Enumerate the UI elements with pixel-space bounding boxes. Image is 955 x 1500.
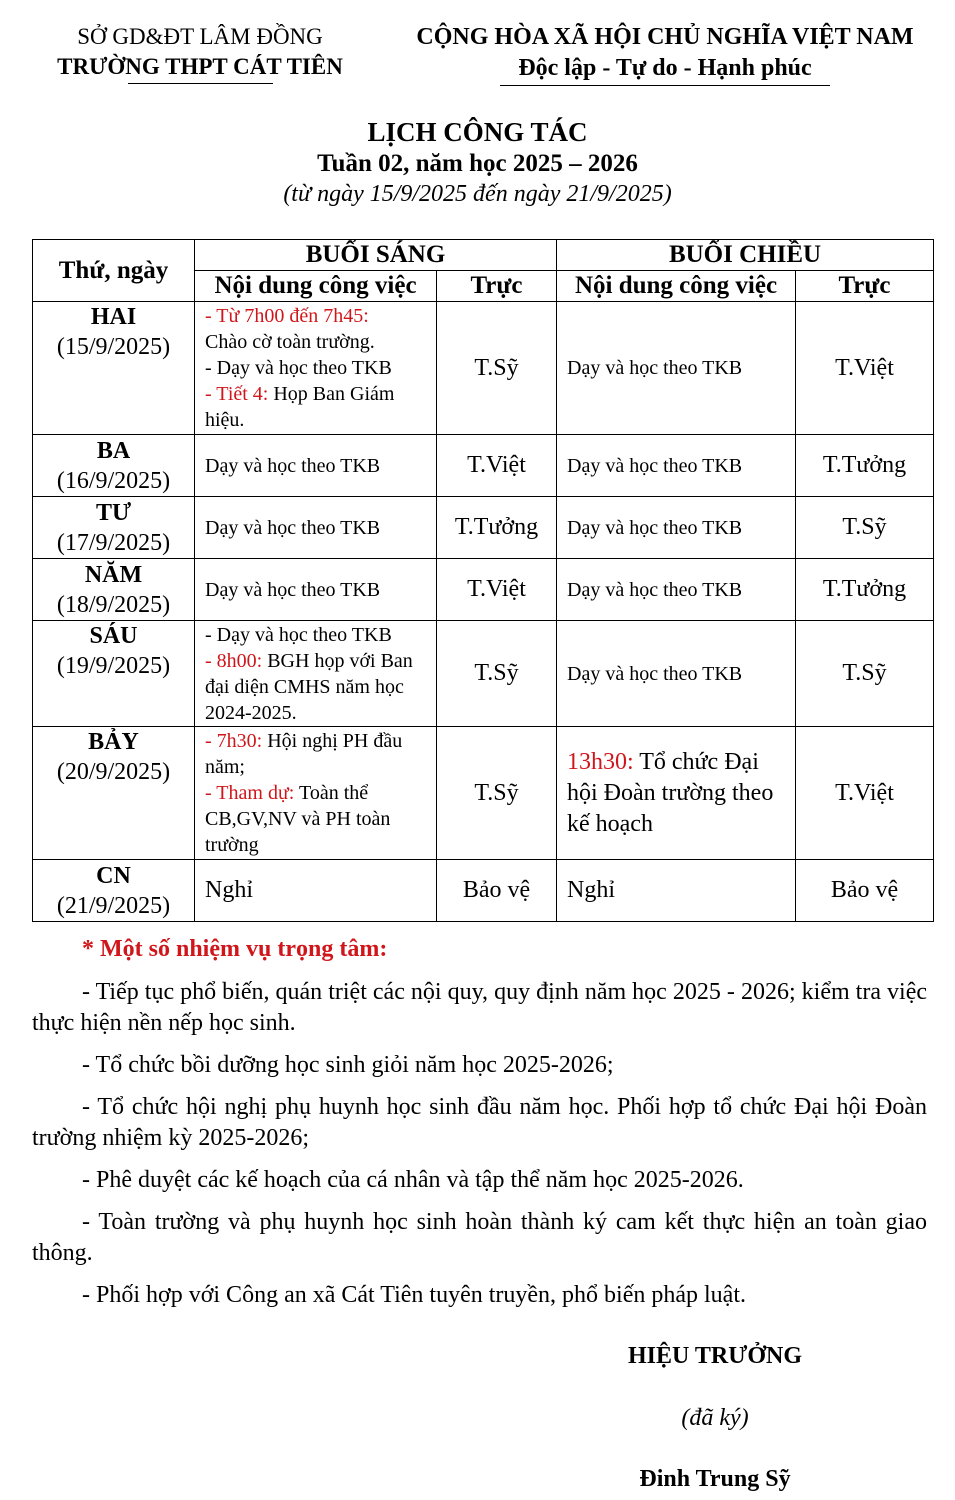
afternoon-duty: T.Sỹ	[796, 621, 934, 727]
header-afternoon-content: Nội dung công việc	[557, 271, 796, 302]
afternoon-duty: T.Sỹ	[796, 497, 934, 559]
morning-content	[195, 727, 437, 860]
morning-duty: T.Việt	[437, 559, 557, 621]
task-item: - Phê duyệt các kế hoạch của cá nhân và tập thể năm học 2025-2026.	[82, 1167, 744, 1193]
key-tasks	[32, 934, 927, 1322]
day-date: (18/9/2025)	[56, 591, 171, 618]
table-row	[33, 302, 934, 435]
date-range: (từ ngày 15/9/2025 đến ngày 21/9/2025)	[283, 181, 672, 207]
signer-name: Đinh Trung Sỹ	[639, 1466, 791, 1492]
content-text: - Dạy và học theo TKB	[205, 357, 392, 379]
department-name: SỞ GD&ĐT LÂM ĐỒNG	[77, 24, 323, 49]
content-text: Chào cờ toàn trường.	[205, 331, 375, 353]
table-row	[33, 559, 934, 621]
task-item: - Toàn trường và phụ huynh học sinh hoàn thành ký cam kết thực hiện an toàn giao thông.	[32, 1209, 927, 1266]
afternoon-content: Dạy và học theo TKB	[557, 497, 796, 559]
table-row	[33, 727, 934, 860]
header-afternoon: BUỔI CHIỀU	[557, 240, 934, 271]
day-cell	[33, 497, 195, 559]
morning-content	[195, 621, 437, 727]
task-item: - Tổ chức hội nghị phụ huynh học sinh đầu năm học. Phối hợp tổ chức Đại hội Đoàn trường nhiệm kỳ 2025-2026;	[32, 1094, 927, 1151]
content-text: BGH họp với Ban đại diện CMHS năm học 2024-2025.	[205, 649, 413, 724]
day-cell	[33, 727, 195, 860]
content-text: Hội nghị PH đầu năm;	[205, 730, 403, 778]
afternoon-content	[557, 727, 796, 860]
morning-duty: T.Tưởng	[437, 497, 557, 559]
morning-duty: T.Việt	[437, 435, 557, 497]
header-left-underline	[128, 83, 273, 84]
day-cell	[33, 860, 195, 922]
content-text: - Dạy và học theo TKB	[205, 623, 392, 646]
header-day: Thứ, ngày	[33, 240, 195, 302]
afternoon-content: Dạy và học theo TKB	[557, 559, 796, 621]
time-label: - Tiết 4:	[205, 383, 269, 405]
header-left	[20, 22, 380, 84]
morning-content: Nghỉ	[195, 860, 437, 922]
nation-name: CỘNG HÒA XÃ HỘI CHỦ NGHĨA VIỆT NAM	[416, 24, 914, 50]
day-date: (15/9/2025)	[56, 334, 171, 360]
school-name: TRƯỜNG THPT CÁT TIÊN	[57, 54, 343, 79]
time-label: - Tham dự:	[205, 782, 295, 804]
table-row	[33, 435, 934, 497]
header-morning: BUỔI SÁNG	[195, 240, 557, 271]
signed-status: (đã ký)	[681, 1405, 749, 1431]
afternoon-content: Dạy và học theo TKB	[557, 621, 796, 727]
table-row	[33, 497, 934, 559]
table-row	[33, 621, 934, 727]
morning-duty: Bảo vệ	[437, 860, 557, 922]
day-date: (16/9/2025)	[56, 467, 171, 494]
day-date: (21/9/2025)	[56, 892, 171, 919]
morning-duty: T.Sỹ	[437, 727, 557, 860]
table-row	[33, 860, 934, 922]
task-item: - Phối hợp với Công an xã Cát Tiên tuyên truyền, phổ biến pháp luật.	[82, 1282, 746, 1308]
task-item: - Tiếp tục phổ biến, quán triệt các nội quy, quy định năm học 2025 - 2026; kiểm tra việc thực hiện nền nếp học sinh.	[32, 979, 927, 1036]
title-block	[0, 116, 955, 210]
day-date: (20/9/2025)	[56, 759, 171, 785]
content-text: Tổ chức Đại hội Đoàn trường theo kế hoạch	[567, 748, 774, 837]
day-cell	[33, 559, 195, 621]
content-text: Họp Ban Giám hiệu.	[205, 383, 395, 431]
morning-content	[195, 302, 437, 435]
document-title: LỊCH CÔNG TÁC	[367, 117, 588, 147]
day-name: BẢY	[88, 729, 139, 755]
afternoon-duty: T.Tưởng	[796, 559, 934, 621]
day-name: NĂM	[84, 561, 143, 588]
afternoon-duty: Bảo vệ	[796, 860, 934, 922]
day-date: (19/9/2025)	[56, 653, 171, 679]
key-tasks-heading: * Một số nhiệm vụ trọng tâm:	[82, 936, 388, 962]
time-label: - Từ 7h00 đến 7h45:	[205, 305, 369, 327]
morning-duty: T.Sỹ	[437, 302, 557, 435]
content-text: Toàn thể CB,GV,NV và PH toàn trường	[205, 782, 391, 856]
header-morning-content: Nội dung công việc	[195, 271, 437, 302]
day-name: SÁU	[89, 623, 138, 649]
time-label: 13h30:	[567, 748, 634, 775]
day-name: TƯ	[95, 499, 132, 526]
time-label: - 7h30:	[205, 730, 263, 752]
morning-content: Dạy và học theo TKB	[195, 435, 437, 497]
header-afternoon-duty: Trực	[796, 271, 934, 302]
morning-duty: T.Sỹ	[437, 621, 557, 727]
header-morning-duty: Trực	[437, 271, 557, 302]
national-motto: Độc lập - Tự do - Hạnh phúc	[518, 55, 812, 81]
morning-content: Dạy và học theo TKB	[195, 497, 437, 559]
header-right	[395, 22, 935, 86]
afternoon-content: Dạy và học theo TKB	[557, 302, 796, 435]
signer-role: HIỆU TRƯỞNG	[627, 1343, 803, 1369]
day-date: (17/9/2025)	[56, 529, 171, 556]
table-header-row-1	[33, 240, 934, 271]
afternoon-duty: T.Việt	[796, 727, 934, 860]
afternoon-duty: T.Tưởng	[796, 435, 934, 497]
task-item: - Tổ chức bồi dưỡng học sinh giỏi năm học 2025-2026;	[82, 1052, 614, 1078]
day-name: CN	[96, 862, 131, 889]
day-cell	[33, 435, 195, 497]
schedule-table	[32, 239, 934, 922]
day-cell	[33, 621, 195, 727]
morning-content: Dạy và học theo TKB	[195, 559, 437, 621]
day-name: HAI	[90, 304, 137, 330]
time-label: - 8h00:	[205, 649, 263, 672]
day-name: BA	[96, 437, 131, 464]
afternoon-content: Dạy và học theo TKB	[557, 435, 796, 497]
day-cell	[33, 302, 195, 435]
header-right-underline	[500, 85, 830, 86]
afternoon-content: Nghỉ	[557, 860, 796, 922]
week-title: Tuần 02, năm học 2025 – 2026	[317, 150, 638, 177]
afternoon-duty: T.Việt	[796, 302, 934, 435]
